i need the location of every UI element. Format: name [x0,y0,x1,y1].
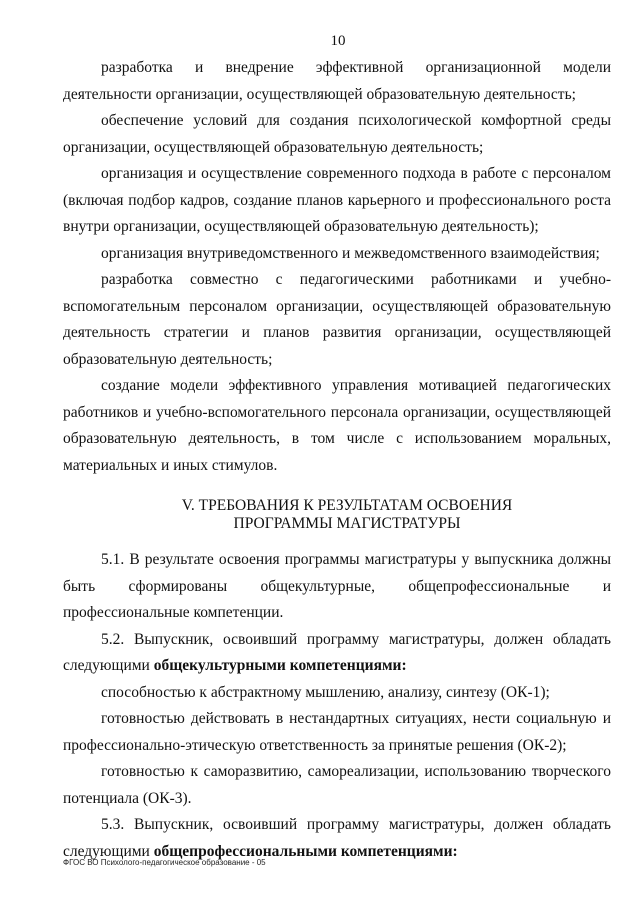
paragraph-personnel-approach: организация и осуществление современного подхода в работе с персоналом (включая подбор кадров, создание планов карьерного и профессионального роста внутри организации, осуществляющей образовательную деятельность); [63,165,611,235]
paragraph-model-development: разработка и внедрение эффективной организационной модели деятельности организации, осуществляющей образовательную деятельность; [63,59,611,103]
section-heading-line1: V. ТРЕБОВАНИЯ К РЕЗУЛЬТАТАМ ОСВОЕНИЯ [181,497,513,514]
competence-ok-1: способностью к абстрактному мышлению, анализу, синтезу (ОК-1); [101,683,550,701]
competence-ok-2: готовностью действовать в нестандартных ситуациях, нести социальную и профессионально-этическую ответственность за принятые решения (ОК-2); [63,710,611,754]
document-body [63,55,611,865]
paragraph-5-2 [63,627,611,680]
paragraph-5-2-text: 5.2. Выпускник, освоивший программу магистратуры, должен обладать следующими [63,630,611,674]
paragraph-5-3-text: 5.3. Выпускник, освоивший программу магистратуры, должен обладать следующими [63,816,611,860]
paragraph-interdepartmental-interaction: организация внутриведомственного и межведомственного взаимодействия; [101,244,600,262]
section-heading [63,497,611,533]
page-number: 10 [330,33,346,49]
competence-ok-3: готовностью к саморазвитию, самореализации, использованию творческого потенциала (ОК-3). [63,763,611,807]
paragraph-comfort-environment: обеспечение условий для создания психологической комфортной среды организации, осуществляющей образовательную деятельность; [63,112,611,156]
paragraph-development-strategy: разработка совместно с педагогическими работниками и учебно-вспомогательным персоналом организации, осуществляющей образовательную деятельность стратегии и планов развития организации, осуществляющей образовательную деятельность; [63,271,611,368]
document-footer: ФГОС ВО Психолого-педагогическое образование - 05 [63,858,266,867]
general-cultural-competences-label: общекультурными компетенциями: [153,657,407,674]
paragraph-5-1: 5.1. В результате освоения программы магистратуры у выпускника должны быть сформированы общекультурные, общепрофессиональные и профессиональные компетенции. [63,551,611,621]
section-heading-line2: ПРОГРАММЫ МАГИСТРАТУРЫ [233,515,461,532]
paragraph-motivation-model: создание модели эффективного управления мотивацией педагогических работников и учебно-вспомогательного персонала организации, осуществляющей образовательную деятельность, в том числе с использованием моральных, материальных и иных стимулов. [63,377,611,474]
general-professional-competences-label: общепрофессиональными компетенциями: [153,842,458,860]
